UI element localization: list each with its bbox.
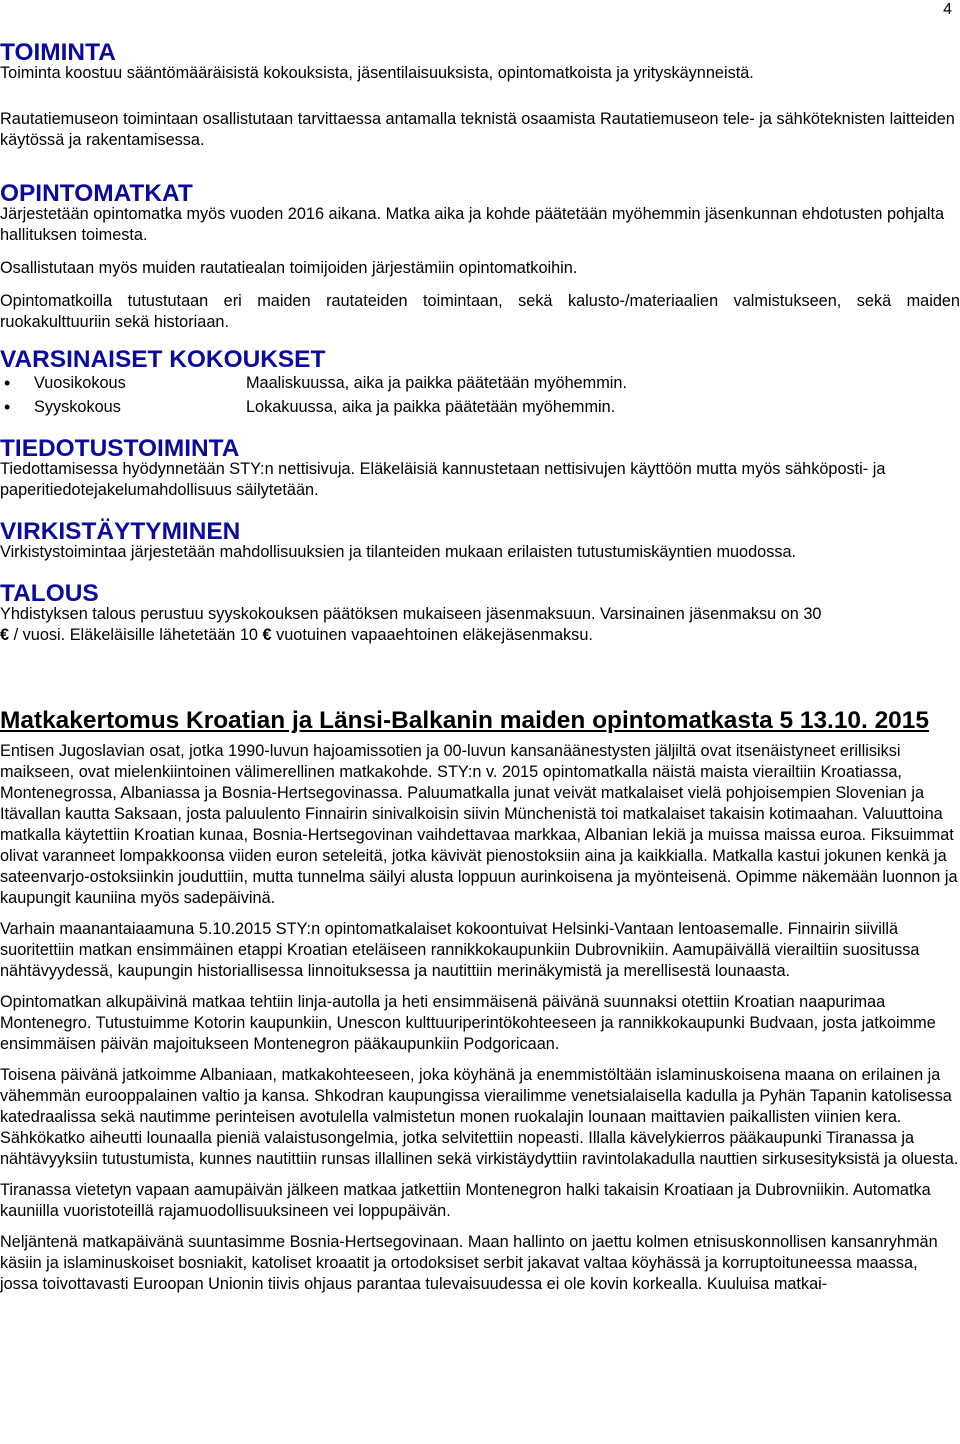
toiminta-paragraph-2: Rautatiemuseon toimintaan osallistutaan tarvittaessa antamalla teknistä osaamista Rautatiemuseon tele- ja sähköteknisten laitteiden käytössä ja rakentamisessa. xyxy=(0,110,955,149)
page-number: 4 xyxy=(943,1,952,18)
meeting-name: Vuosikokous xyxy=(34,374,126,392)
tiedotus-paragraph-1: Tiedottamisessa hyödynnetään STY:n nettisivuja. Eläkeläisiä kannustetaan nettisivujen käyttöön mutta myös sähköposti- ja paperitiedotejakelumahdollisuus säilytetään. xyxy=(0,460,886,499)
talous-text-c: vuotuinen vapaaehtoinen eläkejäsenmaksu. xyxy=(276,626,593,644)
list-item xyxy=(0,373,960,394)
euro-sign: € xyxy=(0,626,10,644)
meeting-name: Syyskokous xyxy=(34,398,121,416)
opintomatkat-paragraph-1: Järjestetään opintomatka myös vuoden 2016 aikana. Matka aika ja kohde päätetään myöhemmin jäsenkunnan ehdotusten pohjalta hallituksen toimesta. xyxy=(0,205,945,244)
report-paragraph-2: Varhain maanantaiaamuna 5.10.2015 STY:n opintomatkalaiset kokoontuivat Helsinki-Vantaan lentoasemalle. Finnairin siivillä suoritettiin matkan ensimmäinen etappi Kroatian eteläiseen rannikkokaupunkiin Dubrovnikiin. Aamupäivällä vierailtiin suositussa nähtävyydessä, kaupungin historiallisessa linnoituksessa ja nautittiin merinäkymistä ja merellisestä lounaasta. xyxy=(0,920,920,980)
section-heading-kokoukset: VARSINAISET KOKOUKSET xyxy=(0,346,326,373)
list-item xyxy=(0,397,960,418)
opintomatkat-paragraph-2: Osallistutaan myös muiden rautatiealan toimijoiden järjestämiin opintomatkoihin. xyxy=(0,259,578,277)
euro-sign: € xyxy=(262,626,272,644)
meeting-desc: Maaliskuussa, aika ja paikka päätetään myöhemmin. xyxy=(246,374,627,392)
talous-text-a: Yhdistyksen talous perustuu syyskokouksen päätöksen mukaiseen jäsenmaksuun. Varsinainen jäsenmaksu on 30 xyxy=(0,605,822,623)
meetings-list xyxy=(0,373,960,418)
section-heading-talous: TALOUS xyxy=(0,580,99,607)
virkistys-paragraph-1: Virkistystoimintaa järjestetään mahdollisuuksien ja tilanteiden mukaan erilaisten tutustumiskäyntien muodossa. xyxy=(0,543,797,561)
talous-text-b: / vuosi. Eläkeläisille lähetetään 10 xyxy=(13,626,258,644)
report-paragraph-5: Tiranassa vietetyn vapaan aamupäivän jälkeen matkaa jatkettiin Montenegron halki takaisin Kroatiaan ja Dubrovniikin. Automatka kauniilla vuoristoteillä rajamuodollisuuksineen vei loppupäivän. xyxy=(0,1181,931,1220)
section-heading-toiminta: TOIMINTA xyxy=(0,39,116,66)
report-paragraph-1: Entisen Jugoslavian osat, jotka 1990-luvun hajoamissotien ja 00-luvun kansanäänestysten jäljiltä ovat itsenäistyneet erillisiksi maikseen, ovat mielenkiintoinen välimerellinen matkakohde. STY:n v. 2015 opintomatkalla näistä maista vierailtiin Kroatiassa, Montenegrossa, Albaniassa ja Bosnia-Hertsegovinassa. Paluumatkalla junat veivät matkalaiset vielä pohjoisempien Slovenian ja Itävallan kautta Saksaan, josta paluulento Finnairin sinivalkoisin siivin Münchenistä toi matkalaiset takaisin kotimaahan. Valuuttoina matkalla käytettiin Kroatian kunaa, Bosnia-Hertsegovinan vaihdettavaa markkaa, Albanian lekiä ja muissa maissa euroa. Fiksuimmat olivat varanneet lompakkoonsa viiden euron seteleitä, jotka kävivät pienostoksiin aina ja kaikkialla. Matkalla kastui jokunen kenkä ja sateenvarjo-ostoksiinkin jouduttiin, mutta tunnelma säilyi alusta loppuun aurinkoisena ja myönteisenä. Opimme näkemään luonnon ja kaupungit kauniina myös sadepäivinä. xyxy=(0,742,958,907)
section-heading-tiedotus: TIEDOTUSTOIMINTA xyxy=(0,435,240,462)
document-body xyxy=(0,39,960,1295)
toiminta-paragraph-1: Toiminta koostuu sääntömääräisistä kokouksista, jäsentilaisuuksista, opintomatkoista ja yrityskäynneistä. xyxy=(0,64,754,82)
report-paragraph-3: Opintomatkan alkupäivinä matkaa tehtiin linja-autolla ja heti ensimmäisenä päivänä suunnaksi otettiin Kroatian naapurimaa Montenegro. Tutustuimme Kotorin kaupunkiin, Unescon kulttuuriperintökohteeseen ja rannikkokaupunki Budvaan, josta jatkoimme ensimmäisen päivän majoitukseen Montenegron pääkaupunkiin Podgoricaan. xyxy=(0,993,936,1053)
section-heading-opintomatkat: OPINTOMATKAT xyxy=(0,180,193,207)
report-paragraph-4: Toisena päivänä jatkoimme Albaniaan, matkakohteeseen, joka köyhänä ja enemmistöltään islaminuskoisena maana on erilainen ja vähemmän eurooppalainen valtio ja kansa. Shkodran kaupungissa vierailimme venetsialaisella kadulla ja Pyhän Tapanin katolisessa katedraalissa sekä nautimme perinteisen avotulella valmistetun monen ruokalajin lounaan maittavien paikallisten viinien kera. Sähkökatko aiheutti lounaalla pieniä valaistusongelmia, jotka selvitettiin nopeasti. Illalla kävelykierros pääkaupunki Tiranassa ja nähtävyyksiin tutustumista, kunnes nautittiin runsas illallinen sekä virkistäydyttiin ravintolakadulla nauttien sirkusesityksistä ja oluesta. xyxy=(0,1066,959,1168)
meeting-desc: Lokakuussa, aika ja paikka päätetään myöhemmin. xyxy=(246,398,616,416)
talous-paragraph-1 xyxy=(0,604,960,646)
opintomatkat-paragraph-3: Opintomatkoilla tutustutaan eri maiden rautateiden toimintaan, sekä kalusto-/materiaalien valmistukseen, sekä maiden ruokakulttuuriin sekä historiaan. xyxy=(0,292,960,331)
report-title: Matkakertomus Kroatian ja Länsi-Balkanin maiden opintomatkasta 5 13.10. 2015 xyxy=(0,707,929,734)
section-heading-virkistys: VIRKISTÄYTYMINEN xyxy=(0,518,241,545)
report-paragraph-6: Neljäntenä matkapäivänä suuntasimme Bosnia-Hertsegovinaan. Maan hallinto on jaettu kolmen etnisuskonnollisen kansanryhmän käsiin ja islaminuskoiset bosniakit, katoliset kroaatit ja ortodoksiset serbit jakavat valtaa köyhässä ja korruptoituneessa maassa, jossa toivottavasti Euroopan Unionin tiivis ohjaus parantaa tulevaisuudessa ei ole kovin korkealla. Kuuluisa matkai- xyxy=(0,1233,938,1293)
